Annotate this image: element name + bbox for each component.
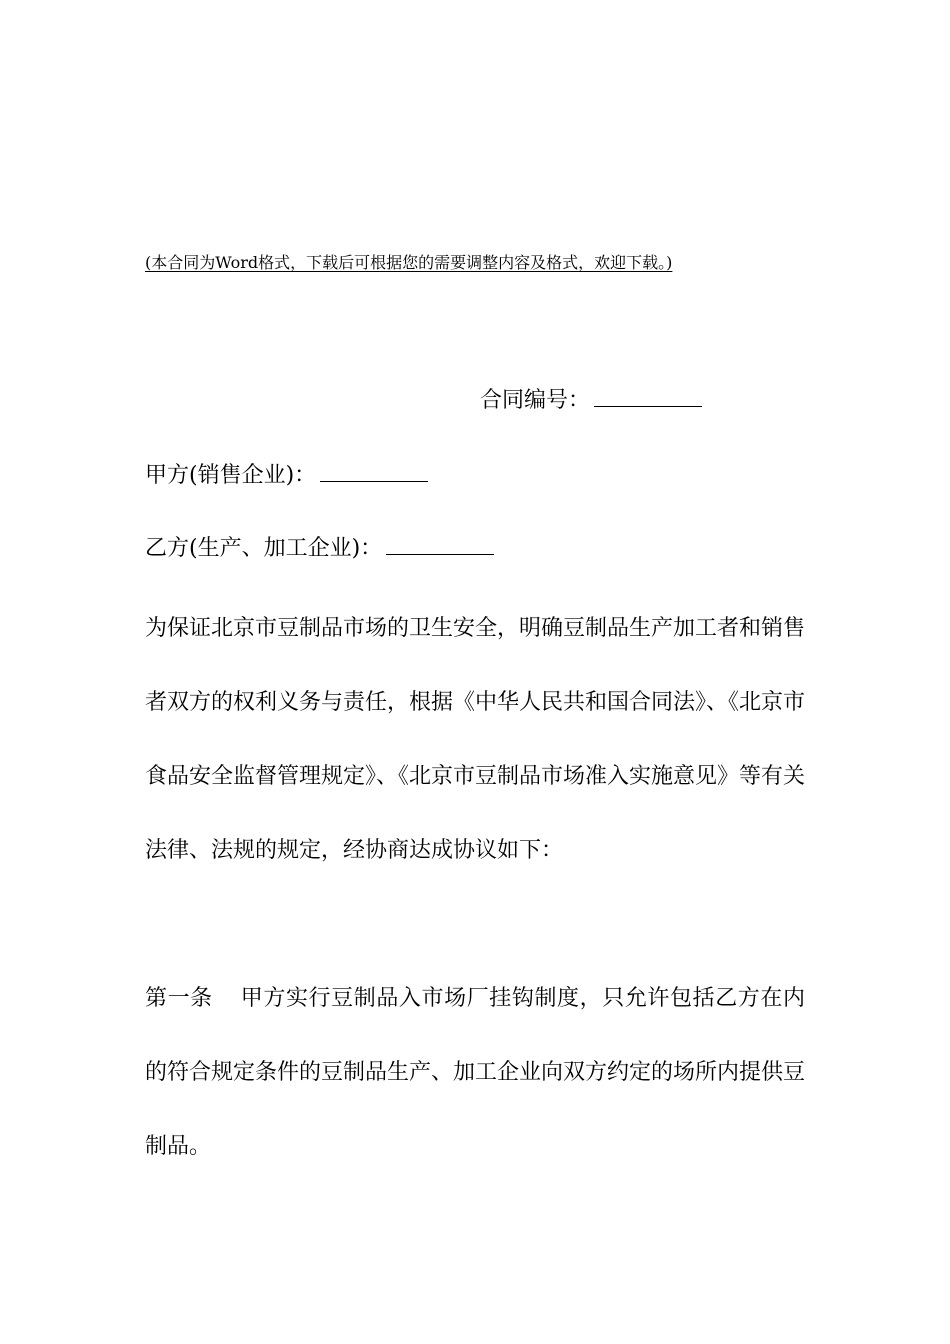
intro-paragraph: 为保证北京市豆制品市场的卫生安全，明确豆制品生产加工者和销售者双方的权利义务与责任，根据《中华人民共和国合同法》、《北京市食品安全监督管理规定》、《北京市豆制品市场准入实施意见》等有关法律、法规的规定，经协商达成协议如下： xyxy=(145,616,806,863)
party-a-label: 甲方(销售企业)： xyxy=(145,463,317,488)
party-b-label: 乙方(生产、加工企业)： xyxy=(145,536,383,561)
contract-number-label: 合同编号： xyxy=(480,388,591,413)
article-1 xyxy=(145,962,805,1184)
article-1-label: 第一条 xyxy=(145,986,213,1011)
contract-number-line xyxy=(480,386,702,416)
party-b-blank xyxy=(386,534,494,555)
article-1-text: 甲方实行豆制品入市场厂挂钩制度，只允许包括乙方在内的符合规定条件的豆制品生产、加工企业向双方约定的场所内提供豆制品。 xyxy=(145,986,806,1159)
party-a-line xyxy=(145,461,428,491)
party-a-blank xyxy=(320,461,428,482)
party-b-line xyxy=(145,534,494,564)
contract-number-blank xyxy=(594,386,702,407)
format-notice: (本合同为Word格式，下载后可根据您的需要调整内容及格式，欢迎下载。) xyxy=(145,253,673,272)
